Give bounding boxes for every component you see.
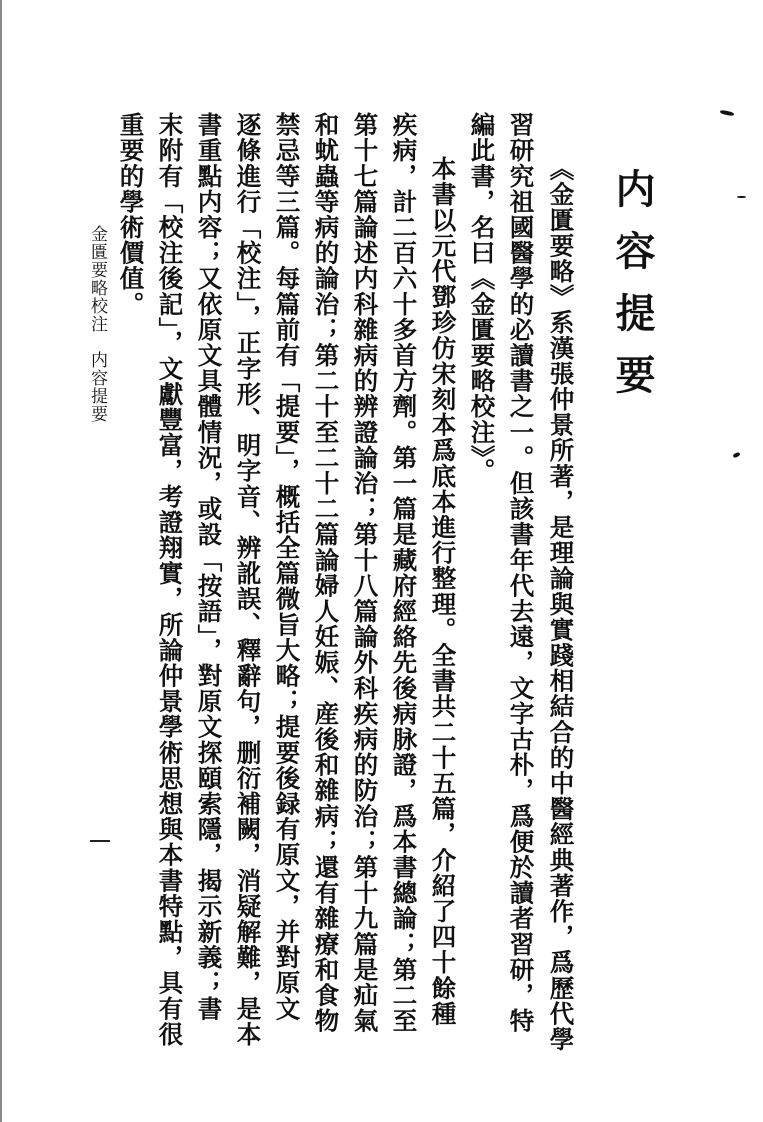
body-column-2: 習研究祖國醫學的必讀書之一。但該書年代去遠，文字古朴，爲便於讀者習研，特 xyxy=(506,112,536,1034)
body-column-4: 本書以元代鄧珍仿宋刻本爲底本進行整理。全書共二十五篇，介紹了四十餘種 xyxy=(428,156,458,1027)
page-edge-border xyxy=(0,0,2,1122)
body-column-10: 書重點内容；又依原文具體情況，或設「按語」，對原文探頤索隱，揭示新義；書 xyxy=(194,112,224,1022)
body-column-3: 編此書，名曰《金匱要略校注》。 xyxy=(467,112,497,484)
body-column-6: 第十七篇論述内科雜病的辨證論治；第十八篇論外科疾病的防治；第十九篇是疝氣 xyxy=(350,112,380,1034)
scan-speck xyxy=(732,452,740,459)
body-column-8: 禁忌等三篇。每篇前有「提要」，概括全篇微旨大略；提要後録有原文，并對原文 xyxy=(272,112,302,1022)
body-column-12: 重要的學術價值。 xyxy=(116,112,146,317)
page-title: 内容提要 xyxy=(609,168,656,416)
body-column-7: 和蚘蟲等病的論治；第二十至二十二篇論婦人妊娠、産後和雜病；還有雜療和食物 xyxy=(311,112,341,1034)
page-number xyxy=(90,840,110,842)
body-column-11: 末附有「校注後記」，文獻豐富，考證翔實，所論仲景學術思想與本書特點，具有很 xyxy=(155,112,185,1047)
running-footer: 金匱要略校注 内容提要 xyxy=(87,225,107,423)
body-column-9: 逐條進行「校注」，正字形、明字音、辨訛誤、釋辭句，删衍補闕，消疑解難，是本 xyxy=(233,112,263,1047)
scan-speck xyxy=(720,110,735,117)
scan-speck xyxy=(737,196,746,198)
body-column-1: 《金匱要略》系漢張仲景所著，是理論與實踐相結合的中醫經典著作，爲歷代學 xyxy=(546,156,576,1052)
body-column-5: 疾病，計二百六十多首方劑。第一篇是藏府經絡先後病脉證，爲本書總論；第二至 xyxy=(389,112,419,1034)
